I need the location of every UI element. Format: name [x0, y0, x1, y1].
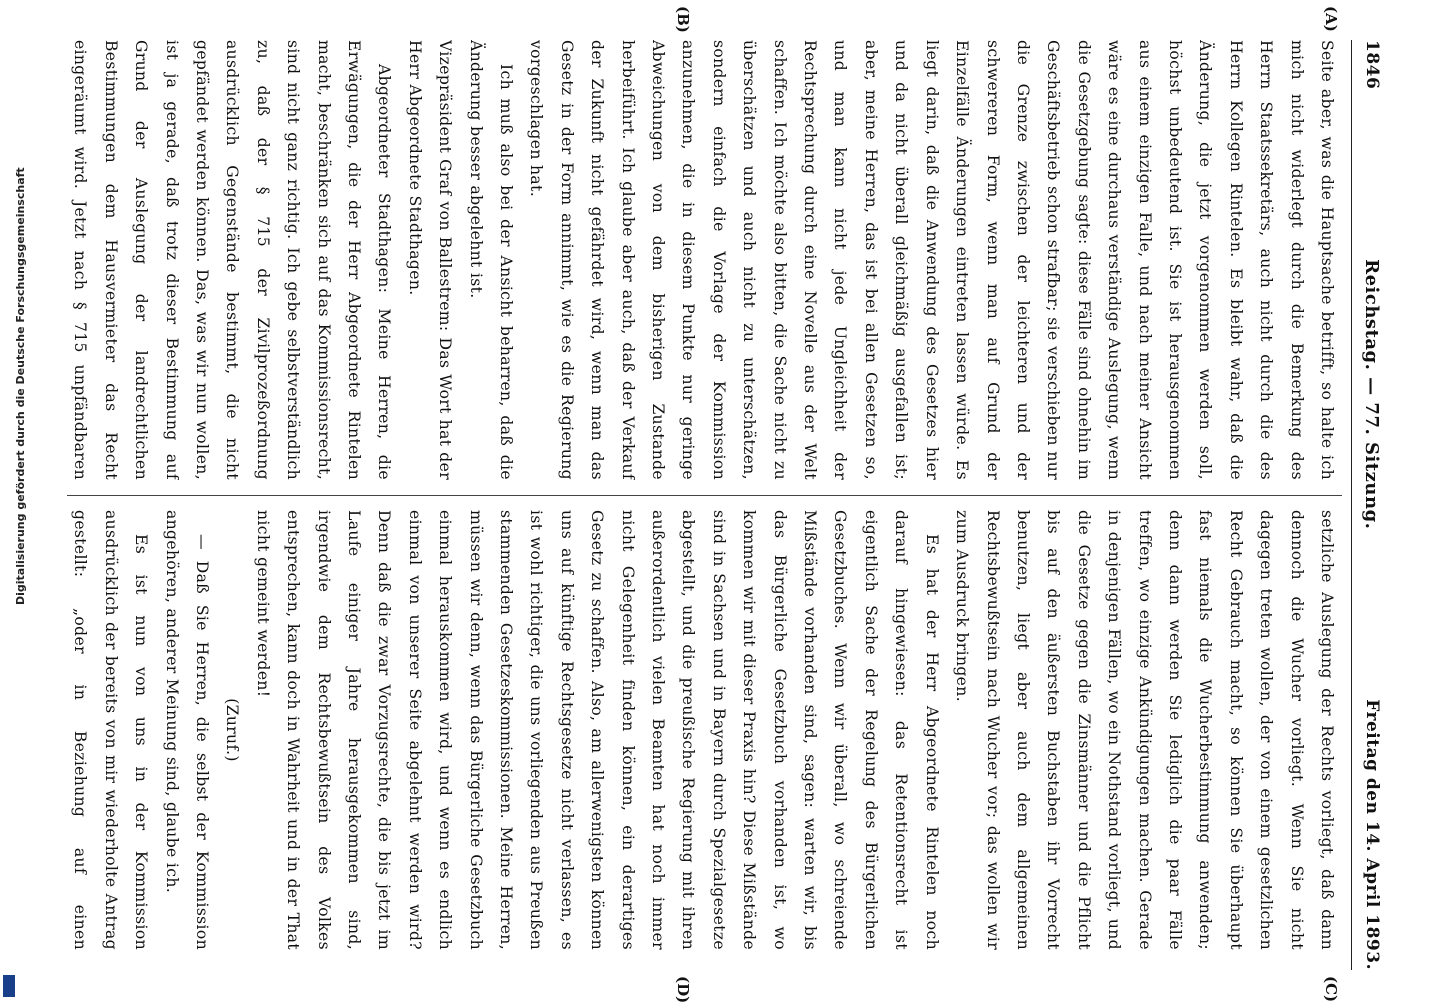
margin-marker-c: (C) — [1322, 976, 1340, 1003]
speaker-paragraph: Vizepräsident Graf von Ballestrem: Das Wort hat der Herr Abgeordnete Stadthagen. — [405, 40, 455, 480]
paragraph: — Daß Sie Herren, die selbst der Kommission angehören, anderer Meinung sind, glaube ich. — [162, 510, 211, 950]
paragraph: Seite aber, was die Hauptsache betrifft, so halte ich mich nicht widerlegt durch die Bemerkung des Herrn Staatssekretärs, auch nicht durch die des Herrn Kollegen Rintelen. Es bleibt wahr, daß die Änderung, die jetzt vorgenommen werden soll, höchst unbedeutend ist. Sie ist herausgenommen aus einem einzigen Falle, und nach meiner Ansicht wäre es eine durchaus verständige Auslegung, wenn die Gesetzgebung sagte: diese Fälle sind ohnehin im Geschäftsbetrieb schon strafbar; sie verschieben nur die Grenze zwischen der leichteren und der schwereren Form, wenn man auf Grund der Einzelfälle Änderungen eintreten lassen würde. Es liegt darin, daß die Anwendung des Gesetzes hier und da nicht überall gleichmäßig ausgefallen ist; aber, meine Herren, das ist bei allen Gesetzen so, und man kann nicht jede Ungleichheit der Rechtsprechung durch eine Novelle aus der Welt schaffen. Ich möchte also bitten, die Sache nicht zu überschätzen und auch nicht zu unterschätzen, sondern einfach die Vorlage der Kommission anzunehmen, die in diesem Punkte nur geringe Abweichungen von dem bisherigen Zustande herbeiführt. Ich glaube aber auch, daß der Verkauf der Zukunft nicht gefährdet wird, wenn man das Gesetz in der Form annimmt, wie es die Regierung vorgeschlagen hat. — [527, 40, 1336, 480]
left-column — [62, 40, 1342, 480]
page-number: 1846 — [1362, 40, 1382, 90]
column-divider — [67, 495, 1342, 496]
paragraph: setzliche Auslegung der Rechts vorliegt, daß dann dennoch die Wucher vorliegt. Wenn Sie nicht dagegen treten wollen, der von einem gesetzlichen Recht Gebrauch macht, so können Sie überhaupt fast niemals die Wucherbestimmung anwenden; denn dann werden Sie lediglich die paar Fälle treffen, wo einzige Ankündigungen machen. Gerade in denjenigen Fällen, wo ein Nothstand vorliegt, und die Gesetze gegen die Zinsmänner und die Pflicht bis auf den äußersten Buchstaben ihr Vorrecht benutzen, liegt aber auch dem allgemeinen Rechtsbewußtsein nach Wucher vor; das wollen wir zum Ausdruck bringen. — [953, 510, 1336, 950]
margin-marker-b: (B) — [674, 6, 692, 33]
paragraph: Es ist nun von uns in der Kommission ausdrücklich der bereits von mir wiederholte Antrag gestellt: „oder in Beziehung auf einen — [71, 510, 151, 950]
session-title: Reichstag. — 77. Sitzung. — [1361, 259, 1383, 530]
margin-marker-d: (D) — [674, 976, 692, 1003]
rotated-page — [52, 6, 1392, 1003]
paragraph: Es hat der Herr Abgeordnete Rintelen noch darauf hingewiesen: das Retentionsrecht ist eigentlich Sache der Regelung des Bürgerlichen Gesetzbuches. Wenn wir überall, wo schreiende Mißstände vorhanden sind, sagen: warten wir, bis das Bürgerliche Gesetzbuch vorhanden ist, wo kommen wir mit dieser Praxis hin? Diese Mißstände sind in Sachsen und in Bayern durch Spezialgesetze abgestellt, und die preußische Regierung mit ihren außerordentlich vielen Beamten hat noch immer nicht Gelegenheit finden können, ein derartiges Gesetz zu schaffen. Also, am allerwenigsten können uns auf künftige Rechtsgesetze nicht verlassen, es ist wohl richtiger, die uns vorliegenden aus Preußen stammenden Gesetzeskommissionen. Meine Herren, müssen wir denn, wenn das Bürgerliche Gesetzbuch einmal herauskommen wird, und wenn es endlich einmal von unserer Seite abgelehnt werden wird? Denn daß die zwar Vorzugsrechte, die bis jetzt im Laufe einiger Jahre herausgekommen sind, irgendwie dem Rechtsbewußtsein des Volkes entsprechen, kann doch in Wahrheit und in der That nicht gemeint werden! — [253, 510, 941, 950]
right-column — [62, 510, 1342, 950]
digitization-credit: Digitalisierung gefördert durch die Deutsche Forschungsgemeinschaft — [14, 167, 27, 605]
digitization-sidebar — [0, 0, 27, 1000]
interjection: (Zuruf.) — [223, 698, 242, 762]
session-date: Freitag den 14. April 1893. — [1362, 699, 1382, 970]
paragraph: Abgeordneter Stadthagen: Meine Herren, die Erwägungen, die der Herr Abgeordnete Rintelen macht, beschränken sich auf das Kommissionsrecht, sind nicht ganz richtig. Ich gebe selbstverständlich zu, daß der § 715 der Zivilprozeßordnung ausdrücklich Gegenstände bestimmt, die nicht gepfändet werden können. Das, was wir nun wollen, ist ja gerade, daß trotz dieser Bestimmung auf Grund der Auslegung der landrechtlichen Bestimmungen dem Hausvermieter das Recht eingeräumt wird. Jetzt nach § 715 unpfändbaren — [71, 40, 394, 480]
page-header — [1351, 40, 1392, 970]
paragraph: Ich muß also bei der Ansicht beharren, daß die Änderung besser abgelehnt ist. — [466, 40, 516, 480]
margin-marker-a: (A) — [1322, 6, 1340, 32]
dfg-logo — [3, 975, 15, 997]
